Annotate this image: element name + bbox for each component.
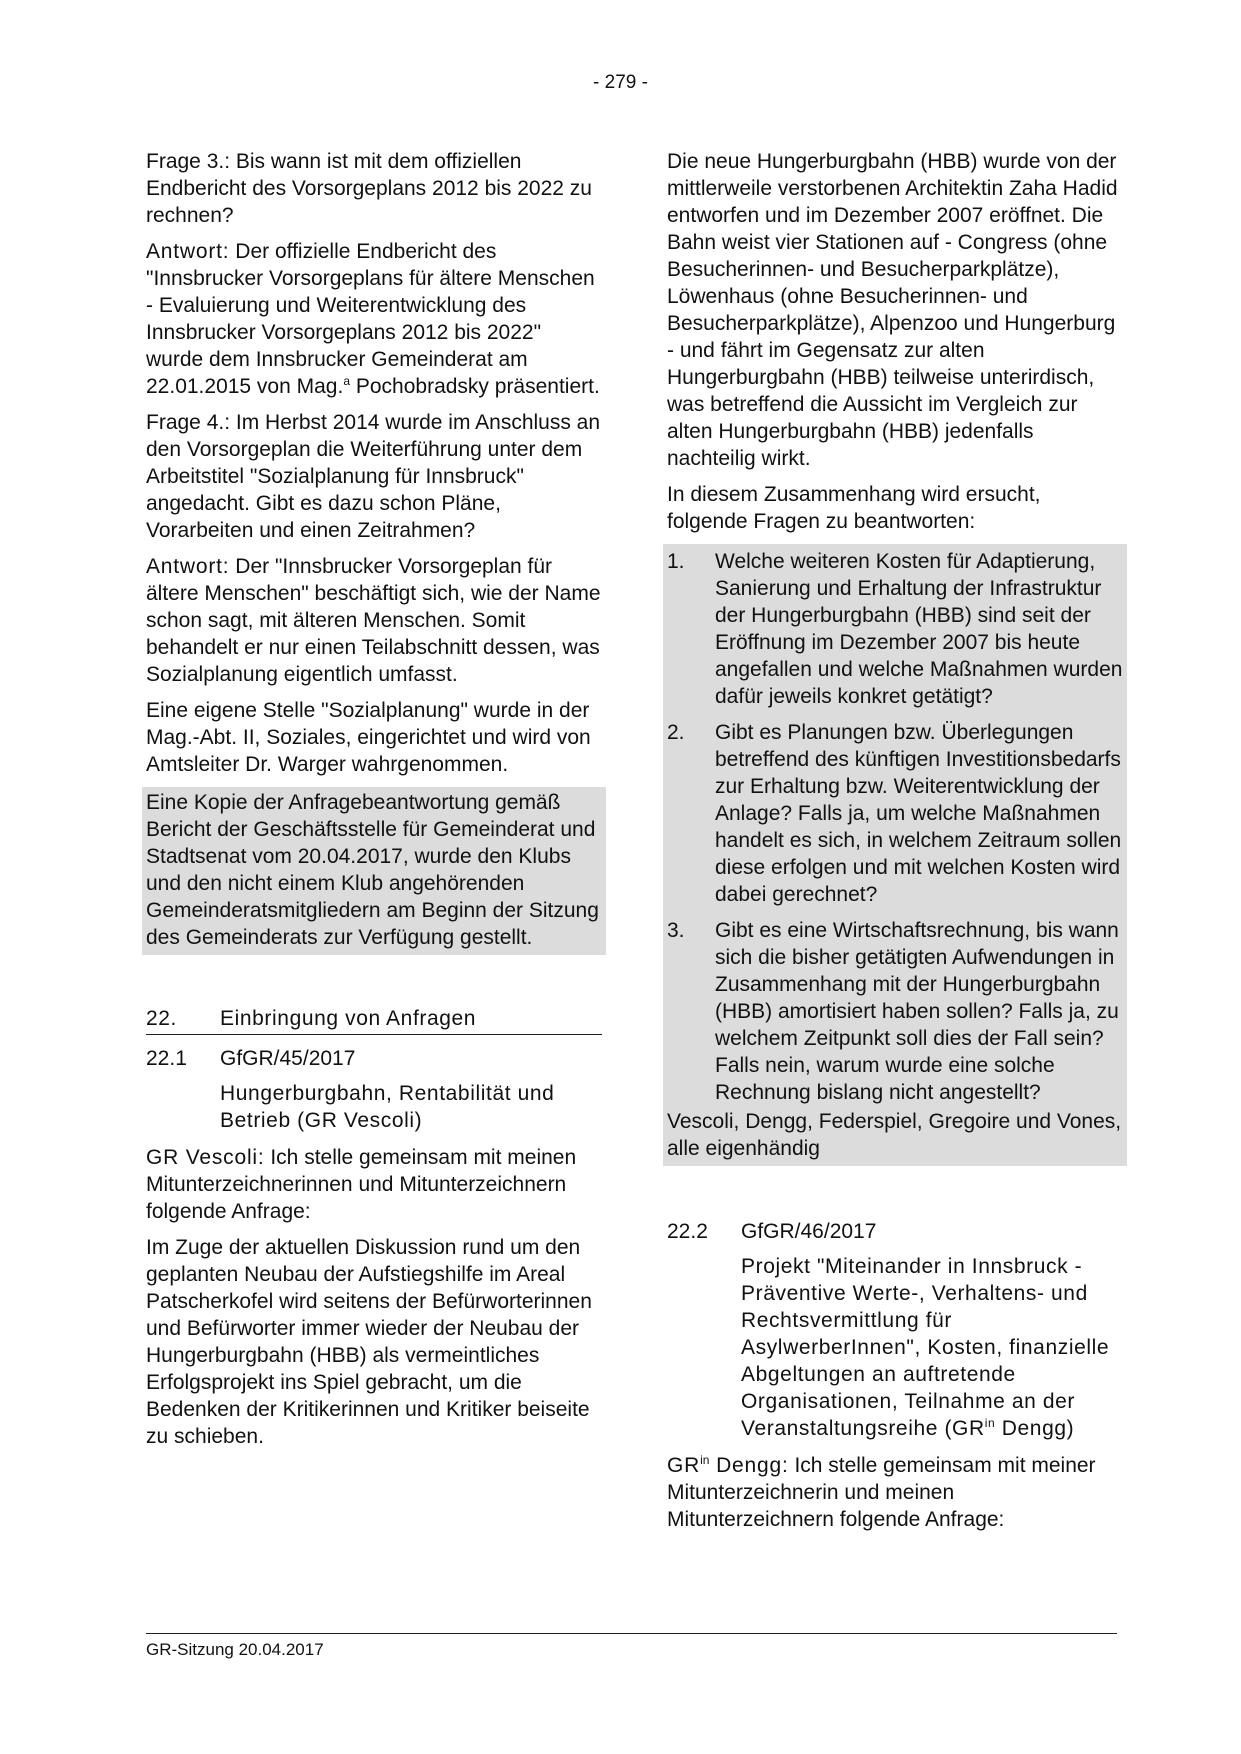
- section-heading: [146, 1005, 602, 1035]
- antwort-4-label: Antwort:: [146, 555, 230, 578]
- question-text: Gibt es eine Wirtschaftsrechnung, bis wann sich die bisher getätigten Aufwendungen in Zusammenhang mit der Hungerburgbahn (HBB) amortisiert haben sollen? Falls ja, zu welchem Zeitpunkt soll dies der Fall sein? Falls nein, warum wurde eine solche Rechnung bislang nicht angestellt?: [715, 919, 1119, 1104]
- subsection-title: [741, 1253, 1123, 1442]
- subsection-heading-22-1: [146, 1045, 602, 1072]
- dengg-intro: [667, 1452, 1123, 1533]
- antwort-3: [146, 238, 602, 400]
- subsection-title-end: Dengg): [995, 1417, 1075, 1440]
- footer-divider: [146, 1633, 1117, 1634]
- dengg-sup: in: [700, 1453, 710, 1467]
- subsection-number: 22.2: [667, 1220, 708, 1243]
- section-title: Einbringung von Anfragen: [220, 1007, 477, 1030]
- subsection-heading-22-2: [667, 1218, 1123, 1245]
- question-text: Welche weiteren Kosten für Adaptierung, Sanierung und Erhaltung der Infrastruktur der Hungerburgbahn (HBB) sind seit der Eröffnung im Dezember 2007 bis heute angefallen und welche Maßnahmen wurden dafür jeweils konkret getätigt?: [715, 550, 1123, 708]
- footer: GR-Sitzung 20.04.2017: [146, 1640, 324, 1659]
- subsection-number: 22.1: [146, 1047, 187, 1070]
- list-item: [667, 719, 1123, 908]
- antwort-4: [146, 553, 602, 688]
- hbb-paragraph: Die neue Hungerburgbahn (HBB) wurde von der mittlerweile verstorbenen Architektin Zaha Hadid entworfen und im Dezember 2007 eröffnet. Die Bahn weist vier Stationen auf - Congress (ohne Besucherinnen- und Besucherparkplätze), Löwenhaus (ohne Besucherinnen- und Besucherparkplätze), Alpenzoo und Hungerburg - und fährt im Gegensatz zur alten Hungerburgbahn (HBB) teilweise unterirdisch, was betreffend die Aussicht im Vergleich zur alten Hungerburgbahn (HBB) jedenfalls nachteilig wirkt.: [667, 150, 1118, 470]
- vescoli-intro: [146, 1144, 602, 1225]
- question-number: 1.: [667, 550, 685, 573]
- subsection-code: GfGR/45/2017: [220, 1047, 356, 1070]
- antwort-3-label: Antwort:: [146, 240, 230, 263]
- vescoli-label: GR Vescoli:: [146, 1146, 265, 1169]
- question-number: 3.: [667, 919, 685, 942]
- question-number: 2.: [667, 721, 685, 744]
- antwort-3-end: Pochobradsky präsentiert.: [350, 375, 600, 398]
- question-text: Gibt es Planungen bzw. Überlegungen betreffend des künftigen Investitionsbedarfs zur Erhaltung bzw. Weiterentwicklung der Anlage? Falls ja, um welche Maßnahmen handelt es sich, in welchem Zeitraum sollen diese erfolgen und mit welchen Kosten wird dabei gerechnet?: [715, 721, 1122, 906]
- list-item: [667, 548, 1123, 710]
- subsection-title: Hungerburgbahn, Rentabilität und Betrieb (GR Vescoli): [220, 1082, 555, 1132]
- subsection-code: GfGR/46/2017: [741, 1220, 877, 1243]
- dengg-text: Ich stelle gemeinsam mit meiner Mitunterzeichnerin und meinen Mitunterzeichnern folgende Anfrage:: [667, 1454, 1096, 1531]
- list-item: [667, 917, 1123, 1106]
- section-number: 22.: [146, 1007, 177, 1030]
- antwort-4-text: Der "Innsbrucker Vorsorgeplan für ältere Menschen" beschäftigt sich, wie der Name schon sagt, mit älteren Menschen. Somit behandelt er nur einen Teilabschnitt dessen, was Sozialplanung eigentlich umfasst.: [146, 555, 601, 686]
- antwort-3-text: Der offizielle Endbericht des "Innsbrucker Vorsorgeplans für ältere Menschen - Evaluierung und Weiterentwicklung des Innsbrucker Vorsorgeplans 2012 bis 2022" wurde dem Innsbrucker Gemeinderat am 22.01.2015 von Mag.: [146, 240, 595, 398]
- sozialplanung-paragraph: Eine eigene Stelle "Sozialplanung" wurde in der Mag.-Abt. II, Soziales, eingerichtet und wird von Amtsleiter Dr. Warger wahrgenommen.: [146, 699, 591, 776]
- question-list: [663, 544, 1127, 1110]
- page-number: - 279 -: [593, 72, 648, 93]
- ersucht-paragraph: In diesem Zusammenhang wird ersucht, folgende Fragen zu beantworten:: [667, 483, 1041, 533]
- right-column: [667, 148, 1123, 1542]
- vescoli-text: Ich stelle gemeinsam mit meinen Mitunterzeichnerinnen und Mitunterzeichnern folgende Anfrage:: [146, 1146, 577, 1223]
- frage-4: Frage 4.: Im Herbst 2014 wurde im Anschluss an den Vorsorgeplan die Weiterführung unter dem Arbeitstitel "Sozialplanung für Innsbruck" angedacht. Gibt es dazu schon Pläne, Vorarbeiten und einen Zeitrahmen?: [146, 411, 601, 542]
- antwort-3-sup: a: [343, 374, 351, 388]
- dengg-label: GR: [667, 1454, 701, 1477]
- zuge-paragraph: Im Zuge der aktuellen Diskussion rund um den geplanten Neubau der Aufstiegshilfe im Areal Patscherkofel wird seitens der Befürworterinnen und Befürworter immer wieder der Neubau der Hungerburgbahn (HBB) als vermeintliches Erfolgsprojekt ins Spiel gebracht, um die Bedenken der Kritikerinnen und Kritiker beiseite zu schieben.: [146, 1236, 592, 1448]
- left-column: [146, 148, 602, 1459]
- dengg-label-end: Dengg:: [709, 1454, 789, 1477]
- subsection-title-text: Projekt "Miteinander in Innsbruck - Präventive Werte-, Verhaltens- und Rechtsvermittlung für AsylwerberInnen", Kosten, finanzielle Abgeltungen an auftretende Organisationen, Teilnahme an der Veranstaltungsreihe (GR: [741, 1255, 1110, 1440]
- kopie-note: Eine Kopie der Anfragebeantwortung gemäß Bericht der Geschäftsstelle für Gemeinderat und Stadtsenat vom 20.04.2017, wurde den Klubs und den nicht einem Klub angehörenden Gemeinderatsmitgliedern am Beginn der Sitzung des Gemeinderats zur Verfügung gestellt.: [142, 787, 606, 955]
- signers: Vescoli, Dengg, Federspiel, Gregoire und Vones, alle eigenhändig: [663, 1106, 1127, 1166]
- subsection-title-sup: in: [984, 1416, 996, 1430]
- frage-3: Frage 3.: Bis wann ist mit dem offiziellen Endbericht des Vorsorgeplans 2012 bis 2022 zu rechnen?: [146, 150, 592, 227]
